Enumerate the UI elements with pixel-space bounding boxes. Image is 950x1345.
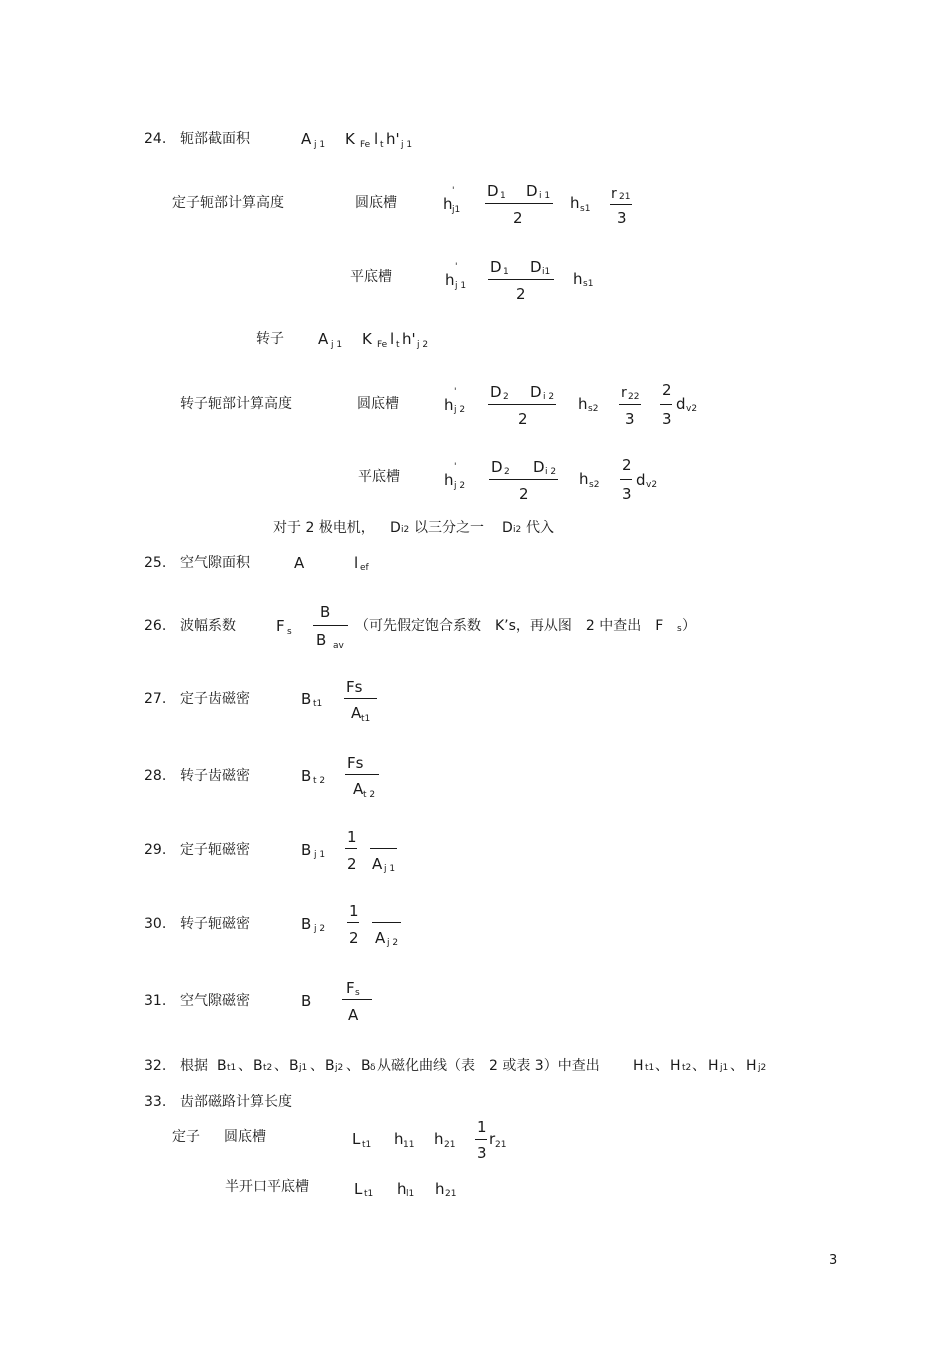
sub: j 1 — [384, 864, 396, 874]
item-number: 29. — [144, 842, 167, 858]
sub: j1 — [452, 205, 461, 215]
sub: t1 — [362, 1140, 372, 1150]
var-K: K — [345, 130, 355, 148]
sub: s — [677, 624, 682, 634]
sub: j2 — [335, 1063, 344, 1073]
item-title: 定子轭磁密 — [180, 842, 250, 858]
item-number: 24. — [144, 131, 167, 147]
var-B: B — [301, 992, 312, 1010]
sub: 1 — [500, 191, 506, 201]
fraction-bar — [488, 404, 556, 405]
sub: j 1 — [455, 281, 467, 291]
var-H: H — [633, 1058, 644, 1074]
var-A: A — [353, 780, 364, 798]
fraction-bar — [610, 204, 632, 205]
item-title: 齿部磁路计算长度 — [180, 1094, 292, 1110]
var-hs: h — [579, 470, 589, 488]
var-D: D — [390, 520, 401, 536]
fraction-bar — [660, 404, 672, 405]
sub: 22 — [628, 392, 640, 402]
sub: j 1 — [401, 140, 413, 150]
item-title: 波幅系数 — [180, 618, 236, 634]
denominator: 2 — [516, 285, 526, 303]
sub: s1 — [583, 279, 594, 289]
note-text: 对于 2 极电机， — [273, 520, 375, 536]
sub: av — [333, 641, 344, 651]
var-B: B — [289, 1058, 299, 1074]
label: 转子轭部计算高度 — [180, 396, 292, 412]
sub: i2 — [401, 525, 410, 535]
var-B: B — [301, 915, 312, 933]
item-title: 空气隙磁密 — [180, 993, 250, 1009]
var-D: D — [487, 182, 499, 200]
sub: j 1 — [331, 340, 343, 350]
page-number: 3 — [829, 1253, 838, 1268]
sub: δ — [370, 1063, 376, 1073]
fraction-bar — [475, 1139, 487, 1140]
separator: 、 — [692, 1058, 706, 1074]
separator: 、 — [346, 1058, 360, 1074]
prime: ' — [454, 462, 457, 472]
label-flat: 平底槽 — [358, 469, 400, 485]
var-r: r — [621, 385, 627, 401]
var-D: D — [490, 383, 502, 401]
sub: i1 — [542, 267, 551, 277]
item-title: 空气隙面积 — [180, 555, 250, 571]
var-L: L — [354, 1180, 363, 1198]
var-B: B — [361, 1058, 371, 1074]
var-B: B — [325, 1058, 335, 1074]
var-h: h — [435, 1180, 445, 1198]
var-Di: D — [533, 458, 545, 476]
var-hs: h — [573, 270, 583, 288]
sub: i 2 — [543, 392, 555, 402]
sub: ef — [360, 563, 369, 573]
sub: s — [355, 988, 360, 998]
var-hs: h — [578, 395, 588, 413]
var-B: B — [253, 1058, 263, 1074]
label-round: 圆底槽 — [355, 195, 397, 211]
var-l: l — [374, 130, 379, 148]
sub: Fe — [360, 140, 371, 150]
fraction-bar — [485, 203, 553, 204]
label-flat: 平底槽 — [350, 269, 392, 285]
separator: 、 — [655, 1058, 669, 1074]
denominator: 2 — [347, 855, 357, 873]
var-d: d — [676, 395, 686, 413]
fraction-bar — [347, 922, 359, 923]
fraction-bar — [345, 848, 357, 849]
var-H: H — [670, 1058, 681, 1074]
label-round: 圆底槽 — [224, 1129, 266, 1145]
var-h: h' — [402, 330, 416, 348]
sub: j 2 — [417, 340, 429, 350]
sub: t 2 — [313, 776, 326, 786]
sub: t — [396, 340, 400, 350]
sub: 21 — [444, 1140, 456, 1150]
numerator: Fs — [347, 754, 364, 772]
var-A: A — [375, 929, 386, 947]
fraction-bar — [372, 922, 401, 923]
var-hs: h — [570, 194, 580, 212]
sub: j 1 — [314, 850, 326, 860]
var-l: l — [390, 330, 395, 348]
var-h: h — [394, 1130, 404, 1148]
sub: t1 — [227, 1063, 237, 1073]
sub: s2 — [589, 480, 600, 490]
item-number: 30. — [144, 916, 167, 932]
item-number: 28. — [144, 768, 167, 784]
var-h: h — [434, 1130, 444, 1148]
note: （可先假定饱合系数 K’s，再从图 2 中查出 F — [355, 618, 664, 634]
label: 定子轭部计算高度 — [172, 195, 284, 211]
denominator: 3 — [622, 485, 632, 503]
var-L: L — [352, 1130, 361, 1148]
var-D: D — [490, 258, 502, 276]
sub: t1 — [364, 1189, 374, 1199]
var-Di: D — [526, 182, 538, 200]
var-r: r — [489, 1130, 496, 1148]
separator: 、 — [730, 1058, 744, 1074]
var-A: A — [318, 330, 329, 348]
var-B: B — [316, 631, 327, 649]
numerator: Fs — [346, 678, 363, 696]
sub: t1 — [645, 1063, 655, 1073]
var-D: D — [502, 520, 513, 536]
label-round: 圆底槽 — [357, 396, 399, 412]
denominator: 2 — [513, 209, 523, 227]
item-number: 25. — [144, 555, 167, 571]
var-A: A — [372, 855, 383, 873]
sub: s1 — [580, 204, 591, 214]
var-Di: D — [530, 383, 542, 401]
var-B: B — [217, 1058, 227, 1074]
fraction-bar — [619, 404, 641, 405]
numerator: B — [320, 603, 331, 621]
sub: j 1 — [314, 140, 326, 150]
text: 根据 — [180, 1058, 208, 1074]
sub: 2 — [504, 467, 510, 477]
sub: t1 — [361, 714, 371, 724]
label-stator: 定子 — [172, 1129, 200, 1145]
item-title: 转子齿磁密 — [180, 768, 250, 784]
note-end: ） — [682, 618, 696, 634]
sub: j 2 — [314, 924, 326, 934]
var-F: F — [346, 979, 355, 997]
var-B: B — [301, 841, 312, 859]
var-h: h — [444, 471, 454, 489]
sub: t — [380, 140, 384, 150]
sub: s2 — [588, 404, 599, 414]
sub: t1 — [313, 699, 323, 709]
sub: i2 — [513, 525, 522, 535]
var-A: A — [294, 554, 305, 572]
var-K: K — [362, 330, 372, 348]
numerator: 2 — [662, 381, 672, 399]
sub: 21 — [445, 1189, 457, 1199]
var-h: h — [444, 396, 454, 414]
var-B: B — [301, 767, 312, 785]
sub: Fe — [377, 340, 388, 350]
item-number: 27. — [144, 691, 167, 707]
note-text: 以三分之一 — [414, 520, 484, 536]
var-r: r — [611, 186, 617, 202]
sub: j2 — [758, 1063, 767, 1073]
fraction-bar — [370, 848, 397, 849]
denominator: 2 — [519, 485, 529, 503]
item-number: 26. — [144, 618, 167, 634]
item-title: 转子轭磁密 — [180, 916, 250, 932]
var-Di: D — [530, 258, 542, 276]
fraction-bar — [345, 774, 379, 775]
item-title: 轭部截面积 — [180, 131, 250, 147]
sub: i 1 — [539, 191, 551, 201]
denominator: 2 — [349, 929, 359, 947]
sub: t2 — [263, 1063, 273, 1073]
denominator: 3 — [662, 410, 672, 428]
fraction-bar — [489, 479, 558, 480]
denominator: 3 — [625, 410, 635, 428]
numerator: 1 — [347, 828, 357, 846]
fraction-bar — [620, 479, 632, 480]
var-A: A — [301, 130, 312, 148]
var-h: h — [443, 195, 453, 213]
prime: ' — [452, 186, 455, 196]
sub: j1 — [720, 1063, 729, 1073]
sub: 2 — [503, 392, 509, 402]
denominator: 3 — [477, 1144, 487, 1162]
var-H: H — [746, 1058, 757, 1074]
fraction-bar — [344, 698, 377, 699]
var-D: D — [491, 458, 503, 476]
fraction-bar — [313, 625, 348, 626]
sub: j 2 — [454, 481, 466, 491]
numerator: 2 — [622, 456, 632, 474]
sub: t2 — [682, 1063, 692, 1073]
denominator: 3 — [617, 209, 627, 227]
fraction-bar — [488, 279, 554, 280]
text: 从磁化曲线（表 2 或表 3）中查出 — [377, 1058, 600, 1074]
denominator: 2 — [518, 410, 528, 428]
var-l: l — [354, 554, 359, 572]
var-h: h — [397, 1180, 407, 1198]
numerator: 1 — [477, 1118, 487, 1136]
separator: 、 — [274, 1058, 288, 1074]
sub: 21 — [619, 192, 631, 202]
sub: j 2 — [454, 405, 466, 415]
fraction-bar — [342, 999, 372, 1000]
var-F: F — [276, 617, 285, 635]
sub: t 2 — [363, 790, 376, 800]
var-h: h — [445, 271, 455, 289]
label-semi-open: 半开口平底槽 — [225, 1179, 309, 1195]
note-text: 代入 — [526, 520, 554, 536]
var-B: B — [301, 690, 312, 708]
separator: 、 — [238, 1058, 252, 1074]
sub: l1 — [406, 1189, 415, 1199]
separator: 、 — [310, 1058, 324, 1074]
var-h: h' — [386, 130, 400, 148]
sub: i 2 — [545, 467, 557, 477]
numerator: 1 — [349, 902, 359, 920]
var-H: H — [708, 1058, 719, 1074]
sub: 11 — [403, 1140, 415, 1150]
prime: ' — [455, 262, 458, 272]
var-d: d — [636, 471, 646, 489]
sub: v2 — [646, 480, 658, 490]
sub: j 2 — [387, 938, 399, 948]
sub: j1 — [299, 1063, 308, 1073]
item-title: 定子齿磁密 — [180, 691, 250, 707]
var-A: A — [351, 704, 362, 722]
prime: ' — [454, 387, 457, 397]
sub: v2 — [686, 404, 698, 414]
item-number: 32. — [144, 1058, 167, 1074]
sub: s — [287, 627, 292, 637]
var-A: A — [348, 1006, 359, 1024]
item-number: 31. — [144, 993, 167, 1009]
sub: 1 — [503, 267, 509, 277]
item-number: 33. — [144, 1094, 167, 1110]
label: 转子 — [256, 331, 284, 347]
sub: 21 — [495, 1140, 507, 1150]
